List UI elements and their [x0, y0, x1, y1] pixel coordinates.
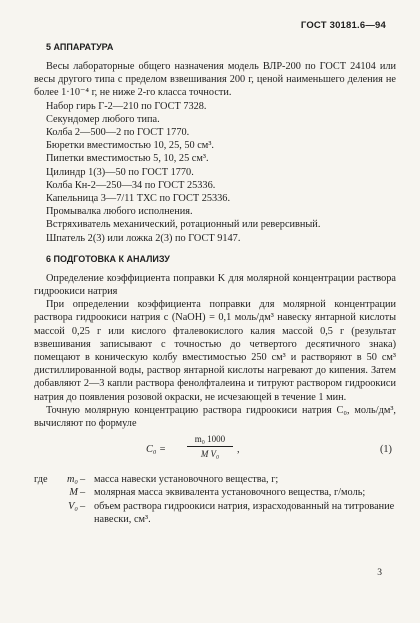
- definition-text: масса навески установочного вещества, г;: [94, 474, 279, 486]
- section-6-paragraph-3: Точную молярную концентрацию раствора гидроокиси натрия C₀, моль/дм³, вычисляют по формуле: [34, 404, 396, 430]
- equipment-item: Набор гирь Г-2—210 по ГОСТ 7328.: [46, 100, 207, 112]
- definition-dash: –: [80, 487, 86, 499]
- equipment-item: Пипетки вместимостью 5, 10, 25 см³.: [46, 153, 209, 165]
- definition-lead: [34, 500, 54, 526]
- section-5-title: 5 АППАРАТУРА: [46, 42, 114, 52]
- page-number: 3: [377, 568, 382, 578]
- formula-numerator: m₀ 1000: [187, 434, 233, 447]
- section-5-intro: Весы лабораторные общего назначения модель ВЛР-200 по ГОСТ 24104 или весы другого типа с пределом взвешивания 200 г, ценой наименьшего деления не более 1·10⁻⁴ г, не ниже 2-го класса точности.: [34, 61, 396, 99]
- section-6-title: 6 ПОДГОТОВКА К АНАЛИЗУ: [46, 253, 170, 264]
- definition-symbol: V₀: [68, 500, 78, 512]
- formula-definitions: [34, 473, 396, 526]
- equipment-item: Шпатель 2(3) или ложка 2(3) по ГОСТ 9147.: [46, 232, 241, 244]
- equipment-item: Секундомер любого типа.: [46, 113, 160, 125]
- equipment-item: Колба 2—500—2 по ГОСТ 1770.: [46, 127, 190, 139]
- equipment-item: Бюретки вместимостью 10, 25, 50 см³.: [46, 140, 214, 152]
- formula-lhs: C₀ =: [146, 444, 166, 456]
- formula-1: [34, 433, 396, 469]
- definition-text: объем раствора гидроокиси натрия, израсходованный на титрование навески, см³.: [94, 500, 395, 525]
- equipment-item: Колба Кн-2—250—34 по ГОСТ 25336.: [46, 179, 216, 191]
- definition-lead: [34, 486, 54, 499]
- definition-symbol: m₀: [66, 474, 78, 486]
- equipment-item: Капельница 3—7/11 ТХС по ГОСТ 25336.: [46, 193, 231, 205]
- definition-text: молярная масса эквивалента установочного вещества, г/моль;: [94, 487, 366, 499]
- page-content: [34, 42, 396, 526]
- equipment-list: [34, 100, 396, 245]
- definition-symbol: M: [69, 487, 78, 499]
- standard-header: ГОСТ 30181.6—94: [300, 20, 386, 31]
- formula-fraction: [187, 434, 233, 459]
- section-6-paragraph-2: При определении коэффициента поправки для молярной концентрации раствора гидроокиси натрия c (NaOH) = 0,1 моль/дм³ навеску янтарной кислоты массой 0,25 г или кислого фталевокислого калия массой 0,5 г (результат взвешивания записывают с точностью до четвертого десятичного знака) помещают в коническую колбу вместимостью 250 см³ и растворяют в 50 см³ дистиллированной воды, раствор янтарной кислоты нагревают до кипения. Затем добавляют 2—3 капли раствора фенолфталеина и титруют раствором гидроокиси натрия до появления розовой окраски, не исчезающей в течение 1 мин.: [34, 299, 396, 403]
- section-6-paragraph-1: Определение коэффициента поправки K для молярной концентрации раствора гидроокиси натрия: [34, 272, 396, 298]
- definition-dash: –: [80, 474, 86, 486]
- formula-number: (1): [379, 444, 392, 456]
- formula-comma: ,: [237, 444, 240, 456]
- definition-lead: где: [34, 474, 48, 486]
- definition-dash: –: [80, 500, 86, 512]
- equipment-item: Цилиндр 1(3)—50 по ГОСТ 1770.: [46, 166, 194, 178]
- formula-denominator: M V₀: [200, 449, 220, 460]
- equipment-item: Встряхиватель механический, ротационный или реверсивный.: [46, 219, 321, 231]
- equipment-item: Промывалка любого исполнения.: [46, 206, 193, 218]
